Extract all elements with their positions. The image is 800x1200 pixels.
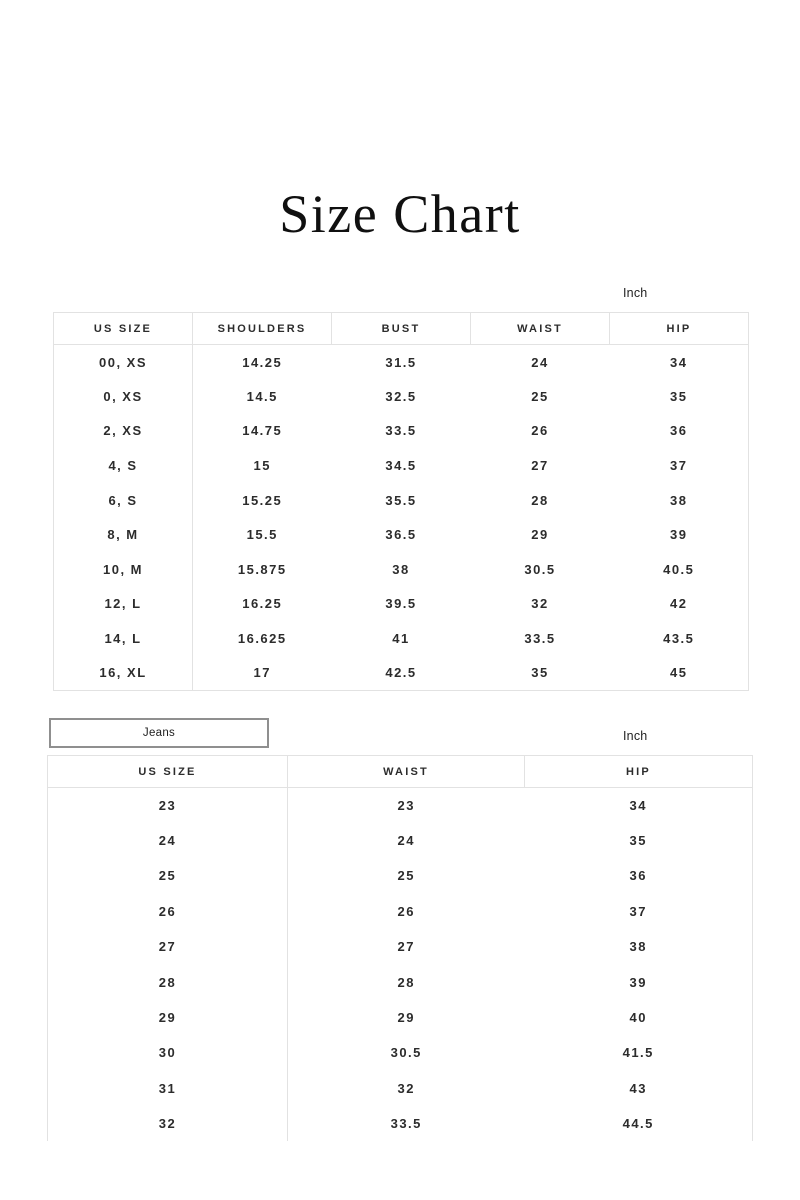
table-cell: 30.5 bbox=[524, 561, 556, 577]
table-row bbox=[54, 483, 749, 518]
table-row bbox=[54, 379, 749, 414]
table-cell: 24 bbox=[531, 354, 549, 370]
table-cell: 26 bbox=[48, 894, 288, 929]
table-cell: 34 bbox=[670, 354, 688, 370]
table-cell: 33.5 bbox=[390, 1116, 422, 1132]
table-cell: 0, XS bbox=[54, 379, 193, 414]
table-cell: 32 bbox=[531, 596, 549, 612]
table-cell: 35.5 bbox=[385, 492, 417, 508]
table-cell: 38 bbox=[629, 939, 647, 955]
table-row bbox=[48, 858, 753, 893]
table-cell: 16.25 bbox=[242, 596, 283, 612]
table-cell: 28 bbox=[48, 964, 288, 999]
column-header-shoulders: SHOULDERS bbox=[193, 313, 332, 345]
table-row bbox=[48, 1106, 753, 1141]
table-cell: 42 bbox=[670, 596, 688, 612]
column-header-hip: HIP bbox=[525, 756, 753, 788]
table-cell: 34 bbox=[629, 797, 647, 813]
jeans-table-header bbox=[48, 756, 753, 788]
table-cell: 14.75 bbox=[242, 423, 283, 439]
table-cell: 44.5 bbox=[622, 1116, 654, 1132]
jeans-size-table bbox=[47, 755, 753, 1141]
table-cell: 15.25 bbox=[242, 492, 283, 508]
table-cell: 38 bbox=[670, 492, 688, 508]
table-cell: 16.625 bbox=[237, 631, 287, 647]
table-cell: 30.5 bbox=[390, 1045, 422, 1061]
table-row bbox=[48, 894, 753, 929]
table-cell: 27 bbox=[48, 929, 288, 964]
column-header-bust: BUST bbox=[332, 313, 471, 345]
column-header-waist: WAIST bbox=[471, 313, 610, 345]
column-header-waist: WAIST bbox=[288, 756, 525, 788]
table-cell: 31.5 bbox=[385, 354, 417, 370]
table-cell: 26 bbox=[531, 423, 549, 439]
unit-label-inch-jeans: Inch bbox=[623, 729, 648, 743]
table-header-row bbox=[54, 313, 749, 345]
table-cell: 29 bbox=[48, 1000, 288, 1035]
table-cell: 45 bbox=[670, 665, 688, 681]
table-cell: 14.25 bbox=[242, 354, 283, 370]
tops-table-header bbox=[54, 313, 749, 345]
table-row bbox=[54, 656, 749, 691]
table-cell: 31 bbox=[48, 1071, 288, 1106]
table-cell: 17 bbox=[253, 665, 271, 681]
table-cell: 12, L bbox=[54, 587, 193, 622]
table-cell: 37 bbox=[629, 903, 647, 919]
table-cell: 10, M bbox=[54, 552, 193, 587]
table-row bbox=[54, 552, 749, 587]
table-cell: 8, M bbox=[54, 517, 193, 552]
table-cell: 30 bbox=[48, 1035, 288, 1070]
table-cell: 15.5 bbox=[246, 527, 278, 543]
table-row bbox=[48, 788, 753, 823]
table-row bbox=[54, 587, 749, 622]
jeans-tab-button[interactable] bbox=[49, 718, 269, 748]
table-cell: 35 bbox=[670, 388, 688, 404]
table-cell: 34.5 bbox=[385, 458, 417, 474]
table-cell: 15.875 bbox=[237, 561, 287, 577]
table-cell: 29 bbox=[397, 1010, 415, 1026]
table-cell: 40 bbox=[629, 1010, 647, 1026]
table-row bbox=[48, 1000, 753, 1035]
table-cell: 35 bbox=[629, 833, 647, 849]
table-cell: 36.5 bbox=[385, 527, 417, 543]
table-cell: 25 bbox=[531, 388, 549, 404]
table-row bbox=[48, 929, 753, 964]
table-cell: 39 bbox=[629, 974, 647, 990]
table-cell: 16, XL bbox=[54, 656, 193, 691]
table-cell: 41.5 bbox=[622, 1045, 654, 1061]
table-cell: 24 bbox=[48, 823, 288, 858]
table-row bbox=[48, 1035, 753, 1070]
jeans-table-body bbox=[48, 788, 753, 1142]
table-cell: 26 bbox=[397, 903, 415, 919]
table-cell: 43 bbox=[629, 1080, 647, 1096]
table-cell: 23 bbox=[48, 788, 288, 823]
table-row bbox=[48, 1071, 753, 1106]
page-title: Size Chart bbox=[279, 184, 521, 244]
table-cell: 37 bbox=[670, 458, 688, 474]
table-row bbox=[54, 345, 749, 380]
table-cell: 28 bbox=[531, 492, 549, 508]
table-cell: 39 bbox=[670, 527, 688, 543]
table-cell: 14.5 bbox=[246, 388, 278, 404]
table-row bbox=[54, 621, 749, 656]
table-row bbox=[54, 517, 749, 552]
table-cell: 23 bbox=[397, 797, 415, 813]
table-cell: 35 bbox=[531, 665, 549, 681]
tops-size-table bbox=[53, 312, 749, 691]
table-cell: 25 bbox=[397, 868, 415, 884]
table-cell: 25 bbox=[48, 858, 288, 893]
table-cell: 29 bbox=[531, 527, 549, 543]
table-cell: 32 bbox=[397, 1080, 415, 1096]
table-cell: 4, S bbox=[54, 448, 193, 483]
column-header-hip: HIP bbox=[610, 313, 749, 345]
table-header-row bbox=[48, 756, 753, 788]
table-cell: 00, XS bbox=[54, 345, 193, 380]
jeans-tab-label: Jeans bbox=[142, 727, 176, 739]
table-cell: 33.5 bbox=[524, 631, 556, 647]
table-cell: 33.5 bbox=[385, 423, 417, 439]
table-cell: 6, S bbox=[54, 483, 193, 518]
tops-table-body bbox=[54, 345, 749, 691]
table-row bbox=[54, 448, 749, 483]
table-cell: 32.5 bbox=[385, 388, 417, 404]
table-cell: 24 bbox=[397, 833, 415, 849]
column-header-us-size: US SIZE bbox=[48, 756, 288, 788]
table-row bbox=[54, 414, 749, 449]
table-cell: 36 bbox=[629, 868, 647, 884]
table-cell: 42.5 bbox=[385, 665, 417, 681]
table-cell: 38 bbox=[392, 561, 410, 577]
table-cell: 43.5 bbox=[663, 631, 695, 647]
table-cell: 36 bbox=[670, 423, 688, 439]
table-cell: 39.5 bbox=[385, 596, 417, 612]
column-header-us-size: US SIZE bbox=[54, 313, 193, 345]
table-cell: 27 bbox=[397, 939, 415, 955]
table-cell: 28 bbox=[397, 974, 415, 990]
table-cell: 40.5 bbox=[663, 561, 695, 577]
table-cell: 14, L bbox=[54, 621, 193, 656]
table-row bbox=[48, 823, 753, 858]
table-cell: 15 bbox=[253, 458, 271, 474]
table-cell: 2, XS bbox=[54, 414, 193, 449]
unit-label-inch-tops: Inch bbox=[623, 286, 648, 300]
table-cell: 32 bbox=[48, 1106, 288, 1141]
table-cell: 41 bbox=[392, 631, 410, 647]
table-cell: 27 bbox=[531, 458, 549, 474]
table-row bbox=[48, 964, 753, 999]
